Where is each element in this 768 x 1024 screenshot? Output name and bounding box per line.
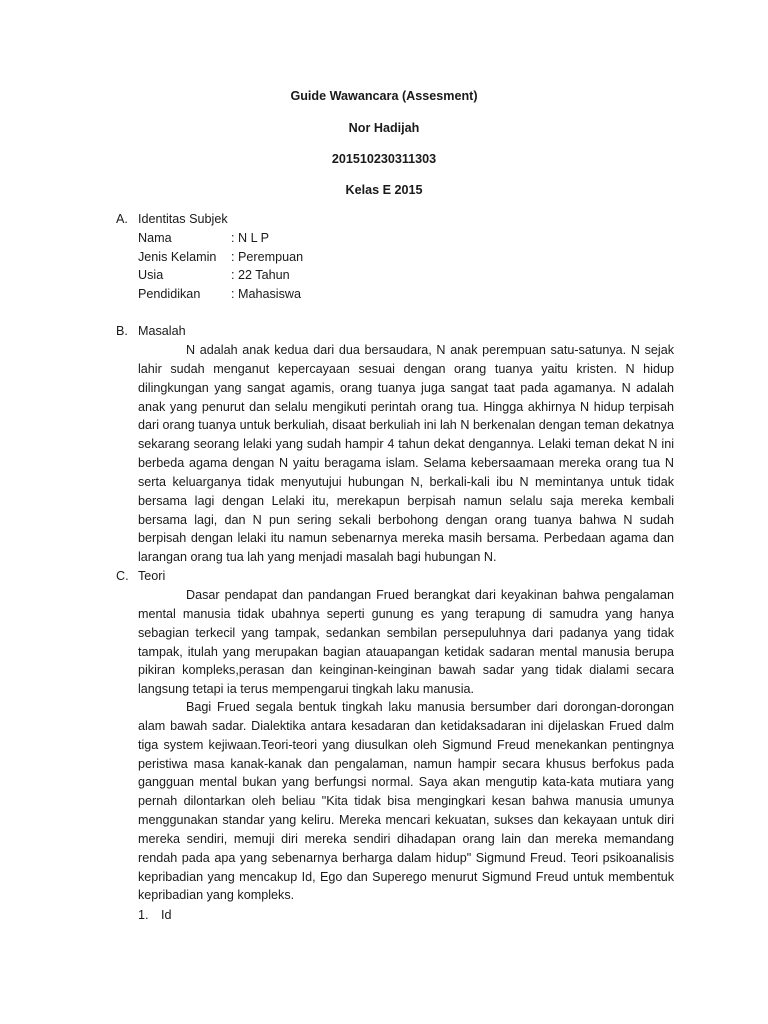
class-label: Kelas E 2015 (345, 183, 423, 197)
teori-paragraph-1: Dasar pendapat dan pandangan Frued berangkat dari keyakinan bahwa pengalaman mental manusia tidak ubahnya seperti gunung es yang terapung di samudra yang hanya sebagian terkecil yang tampak, sedankan sembilan persepuluhnya dari padanya yang tidak tampak, itulah yang merupakan bagian atauapangan ketidak sadaran mental manusia berupa pikiran kompleks,perasan dan keinginan-keinginan bawah sadar yang tidak dialami secara langsung tetapi ia terus mempengarui tingkah laku manusia. (138, 588, 674, 697)
identity-value: : Mahasiswa (231, 287, 301, 301)
identity-value: : N L P (231, 231, 270, 245)
author-name: Nor Hadijah (348, 121, 420, 135)
list-item-number: 1. (138, 908, 149, 922)
section-c-title: Teori (138, 569, 166, 583)
masalah-paragraph: N adalah anak kedua dari dua bersaudara, N anak perempuan satu-satunya. N sejak lahir sudah menganut kepercayaan sesuai dengan orang tuanya yaitu kristen. N hidup dilingkungan yang sangat agamis, orang tuanya juga sangat taat pada agamanya. N adalah anak yang penurut dan selalu mengikuti perintah orang tua. Hingga akhirnya N hidup terpisah dari orang tuanya untuk berkuliah, disaat berkuliah ini lah N berkenalan dengan teman dekatnya sekarang seorang lelaki yang sudah hampir 4 tahun dekat dengannya. Lelaki teman dekat N ini berbeda agama dengan N yaitu beragama islam. Selama kebersaamaan mereka orang tua N serta keluarganya tidak menyutujui hubungan N, berkali-kali ibu N memintanya untuk tidak bersama lagi dengan Lelaki itu, merekapun berpisah namun selalu saja mereka kembali bersama lagi, dan N pun sering sekali berbohong dengan orang tuanya bahwa N sudah berpisah dengan lelaki itu namun sebenarnya mereka masih bersama. Perbedaan agama dan larangan orang tua lah yang menjadi masalah bagi hubungan N. (138, 343, 674, 565)
identity-value: : 22 Tahun (231, 268, 290, 282)
section-a-title: Identitas Subjek (138, 212, 228, 226)
identity-label: Jenis Kelamin (138, 250, 217, 264)
identity-label: Nama (138, 231, 172, 245)
identity-label: Pendidikan (138, 287, 201, 301)
document-title: Guide Wawancara (Assesment) (290, 89, 478, 103)
section-b-title: Masalah (138, 324, 186, 338)
identity-label: Usia (138, 268, 164, 282)
section-c-letter: C. (116, 569, 129, 583)
list-item-label: Id (161, 908, 172, 922)
section-a-letter: A. (116, 212, 128, 226)
teori-paragraph-2: Bagi Frued segala bentuk tingkah laku manusia bersumber dari dorongan-dorongan alam bawah sadar. Dialektika antara kesadaran dan ketidaksadaran ini dijelaskan Frued dalm tiga system kejiwaan.Teori-teori yang diusulkan oleh Sigmund Freud menekankan pentingnya peristiwa masa kanak-kanak dan pengalaman, namun hampir secara khusus berfokus pada gangguan mental bukan yang berfungsi normal. Saya akan mengutip kata-kata mutiara yang pernah dilontarkan oleh beliau "Kita tidak bisa mengingkari kesan bahwa manusia umunya menggunakan standar yang keliru. Mereka mencari kekuatan, sukses dan kekayaan untuk diri mereka sendiri, memuji diri mereka sendiri dihadapan orang lain dan mereka memandang rendah pada apa yang sebenarnya berharga dalam hidup" Sigmund Freud. Teori psikoanalisis kepribadian yang mencakup Id, Ego dan Superego menurut Sigmund Freud untuk membentuk kepribadian yang kompleks. (138, 700, 674, 903)
identity-value: : Perempuan (231, 250, 304, 264)
section-b-letter: B. (116, 324, 128, 338)
student-id: 201510230311303 (331, 152, 437, 166)
